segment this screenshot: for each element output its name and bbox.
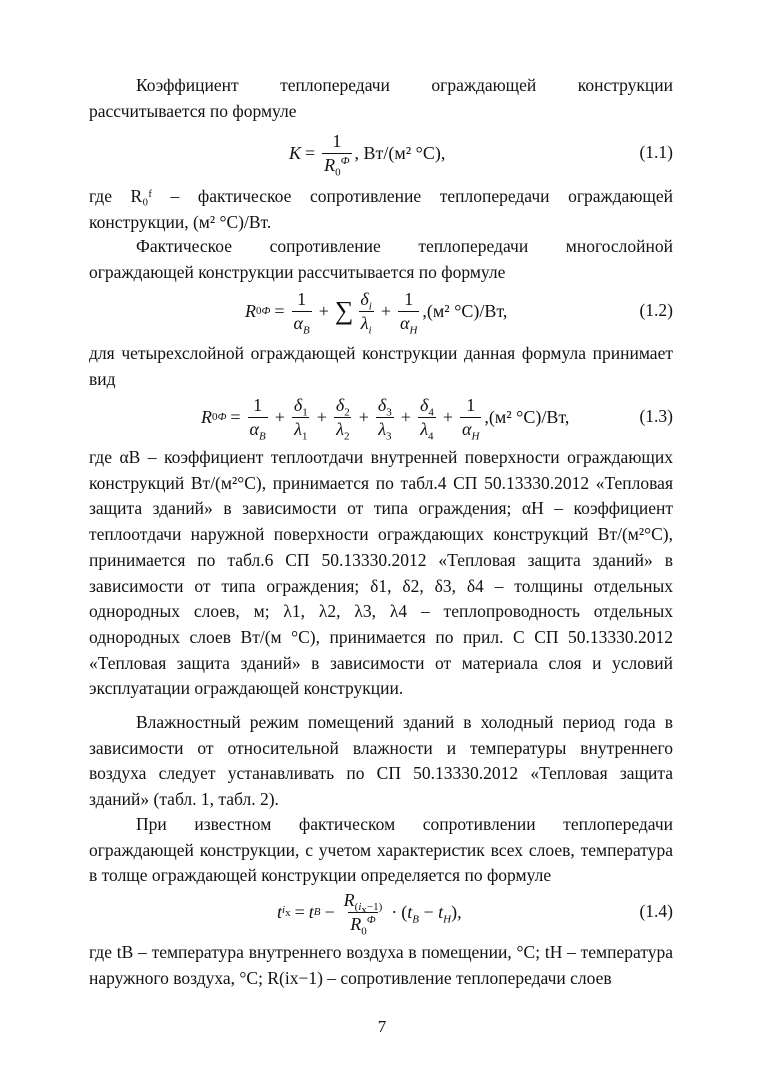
eq2-unit: ,(м² °С)/Вт, [422, 300, 508, 321]
paragraph-7: При известном фактическом сопротивлении теплопередачи ограждающей конструкции, с учетом характеристик всех слоев, температура в толще ограждающей конструкции определяется по формуле [89, 814, 673, 886]
equation-1-4 [89, 883, 673, 941]
equation-1-2-body: R 0 Ф = $\frac{1}{\alpha_В}$ + ∑ $\frac{\delta_i}{\lambda_i}$ + $\frac{1}{\alpha_Н}$ ,(м² °С)/Вт, [245, 288, 508, 337]
equation-1-3-body: R 0 Ф = $\frac{1}{\alpha_В}$ + $\frac{\delta_1}{\lambda_1}$ + $\frac{\delta_2}{\lambda_2}$ + $\frac{\delta_3}{\lambda_3}$ + $\frac{\delta_4}{\lambda_4}$ + $\frac{1}{\alpha_Н}$ ,(м² °С)/Вт, [201, 394, 570, 443]
eq1-lhs: K [289, 142, 302, 163]
eq3-unit: ,(м² °С)/Вт, [484, 406, 570, 427]
paragraph-8: где tВ – температура внутреннего воздуха в помещении, °С; tН – температура наружного воздуха, °С; R(iх−1) – сопротивление теплопередачи слоев [89, 942, 673, 988]
equation-1-4-body: t $i_x$ = t В − $\frac{R_{(i_x-1)}}{R_0^Ф}$ · $(t_В - t_Н)$, [277, 889, 462, 938]
eq3-number: (1.3) [639, 406, 673, 426]
eq1-unit: , Вт/(м² °С), [354, 142, 446, 163]
eq2-number: (1.2) [639, 300, 673, 320]
paragraph-1: Коэффициент теплопередачи ограждающей конструкции рассчитывается по формуле [89, 75, 673, 121]
paragraph-4: для четырехслойной ограждающей конструкции данная формула принимает вид [89, 343, 673, 389]
paragraph-6: Влажностный режим помещений зданий в холодный период года в зависимости от относительной влажности и температуры внутреннего воздуха следует устанавливать по СП 50.13330.2012 «Тепловая защита зданий» (табл. 1, табл. 2). [89, 712, 673, 810]
paragraph-2: где R₀ᶠ – фактическое сопротивление теплопередачи ограждающей конструкции, (м² °С)/Вт. [89, 186, 673, 232]
paragraph-5: где αВ – коэффициент теплоотдачи внутренней поверхности ограждающих конструкций Вт/(м²°С), принимается по табл.4 СП 50.13330.2012 «Тепловая защита зданий» в зависимости от типа ограждения; αН – коэффициент теплоотдачи наружной поверхности ограждающих конструкций Вт/(м²°С), принимается по табл.6 СП 50.13330.2012 «Тепловая защита зданий» в зависимости от типа ограждения; δ1, δ2, δ3, δ4 – толщины отдельных однородных слоев, м; λ1, λ2, λ3, λ4 – теплопроводность отдельных однородных слоев Вт/(м °С), принимается по прил. С СП 50.13330.2012 «Тепловая защита зданий» в зависимости от материала слоя и условий эксплуатации ограждающей конструкции. [89, 447, 673, 699]
eq1-number: (1.1) [639, 142, 673, 162]
eq4-number: (1.4) [639, 901, 673, 921]
equation-1-1-body: K = $\frac{1}{R_0^Ф}$ , Вт/(м² °С), [289, 130, 446, 179]
equation-1-3 [89, 388, 673, 446]
equation-1-1 [89, 124, 673, 182]
page-number: 7 [377, 1017, 387, 1036]
paragraph-3: Фактическое сопротивление теплопередачи многослойной ограждающей конструкции рассчитывается по формуле [89, 236, 673, 282]
equation-1-2 [89, 282, 673, 340]
